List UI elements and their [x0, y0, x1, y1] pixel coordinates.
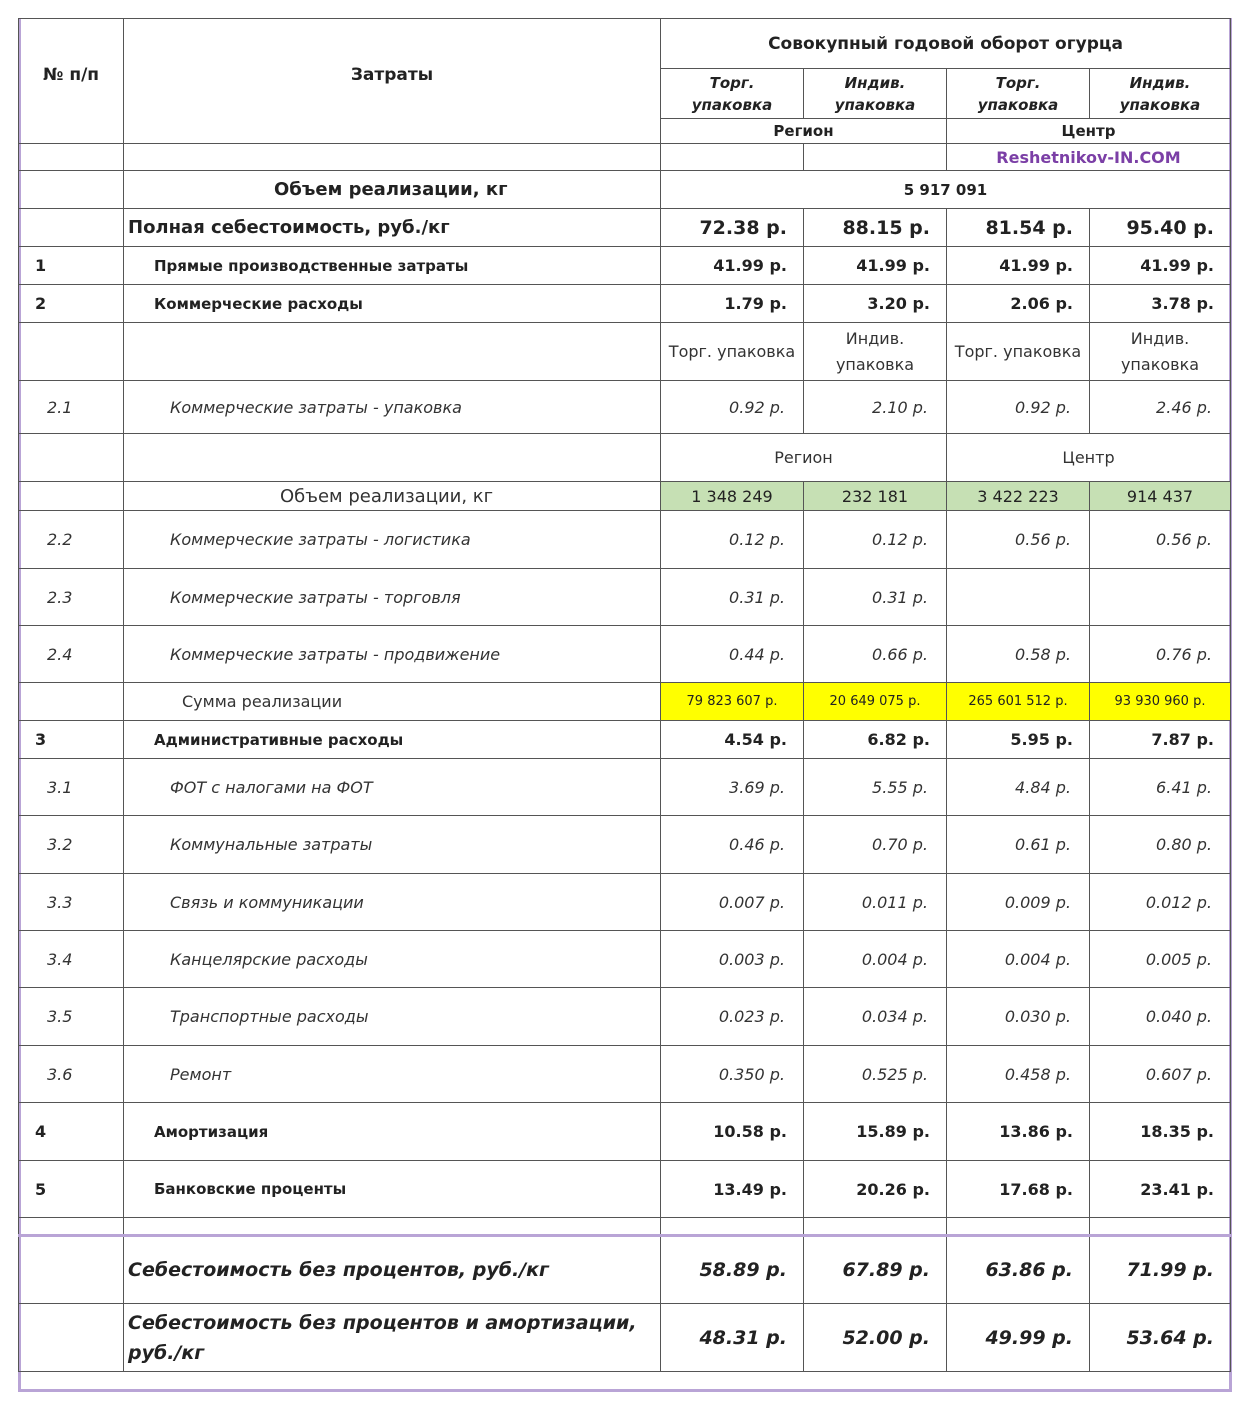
row-number: 3.5 — [19, 988, 124, 1046]
value-cell: 41.99 р. — [1090, 247, 1231, 285]
row-2-3 — [19, 569, 1231, 626]
sales-sum-label: Сумма реализации — [124, 683, 661, 721]
value-cell: 0.92 р. — [947, 381, 1090, 434]
empty-cell — [19, 1304, 124, 1372]
region-header: Регион — [661, 119, 947, 144]
volume-total-row — [19, 171, 1231, 209]
volume-split-row — [19, 482, 1231, 511]
row-3-4 — [19, 931, 1231, 988]
spacer-row — [19, 1218, 1231, 1236]
value-cell: 0.007 р. — [661, 874, 804, 931]
volume-total-value: 5 917 091 — [661, 171, 1231, 209]
value-cell: 0.76 р. — [1090, 626, 1231, 683]
value-cell: 0.350 р. — [661, 1046, 804, 1103]
row-number: 2 — [19, 285, 124, 323]
sales-cell: 93 930 960 р. — [1090, 683, 1231, 721]
row-number: 2.1 — [19, 381, 124, 434]
value-cell: 7.87 р. — [1090, 721, 1231, 759]
value-cell: 6.41 р. — [1090, 759, 1231, 816]
empty-cell — [19, 144, 124, 171]
row-3-6 — [19, 1046, 1231, 1103]
value-cell: 81.54 р. — [947, 209, 1090, 247]
value-cell: 88.15 р. — [804, 209, 947, 247]
empty-cell — [19, 1236, 124, 1304]
value-cell: 0.61 р. — [947, 816, 1090, 874]
value-cell: 53.64 р. — [1090, 1304, 1231, 1372]
row-label: Банковские проценты — [124, 1161, 661, 1218]
row-1 — [19, 247, 1231, 285]
value-cell: 0.58 р. — [947, 626, 1090, 683]
value-cell: 4.54 р. — [661, 721, 804, 759]
empty-cell — [124, 1218, 661, 1236]
row-number: 3.6 — [19, 1046, 124, 1103]
volume-cell: 3 422 223 — [947, 482, 1090, 511]
cost-table — [18, 18, 1231, 1372]
value-cell: 0.009 р. — [947, 874, 1090, 931]
row-3-1 — [19, 759, 1231, 816]
row-label: Административные расходы — [124, 721, 661, 759]
empty-cell — [19, 209, 124, 247]
value-cell: 0.92 р. — [661, 381, 804, 434]
empty-cell — [124, 323, 661, 381]
value-cell: 5.55 р. — [804, 759, 947, 816]
value-cell: 0.31 р. — [804, 569, 947, 626]
row-label: Прямые производственные затраты — [124, 247, 661, 285]
row-label: Коммерческие расходы — [124, 285, 661, 323]
center-label: Центр — [947, 434, 1231, 482]
row-number: 1 — [19, 247, 124, 285]
value-cell: 0.023 р. — [661, 988, 804, 1046]
volume-cell: 232 181 — [804, 482, 947, 511]
value-cell: 0.607 р. — [1090, 1046, 1231, 1103]
value-cell: 0.040 р. — [1090, 988, 1231, 1046]
value-cell: 23.41 р. — [1090, 1161, 1231, 1218]
value-cell: 0.030 р. — [947, 988, 1090, 1046]
empty-cell — [19, 482, 124, 511]
volume-cell: 914 437 — [1090, 482, 1231, 511]
row-label: Амортизация — [124, 1103, 661, 1161]
row-number: 3.4 — [19, 931, 124, 988]
value-cell: 0.011 р. — [804, 874, 947, 931]
subheader-cell: Торг. упаковка — [661, 69, 804, 119]
costs-header: Затраты — [124, 19, 661, 144]
row-2-2 — [19, 511, 1231, 569]
value-cell: 52.00 р. — [804, 1304, 947, 1372]
row-label: Коммерческие затраты - логистика — [124, 511, 661, 569]
value-cell: 0.034 р. — [804, 988, 947, 1046]
empty-cell — [947, 1218, 1090, 1236]
value-cell: 95.40 р. — [1090, 209, 1231, 247]
empty-cell — [661, 144, 804, 171]
total-2-row — [19, 1304, 1231, 1372]
value-cell: 41.99 р. — [661, 247, 804, 285]
value-cell: 0.44 р. — [661, 626, 804, 683]
row-number: 2.2 — [19, 511, 124, 569]
value-cell: 0.70 р. — [804, 816, 947, 874]
watermark-row — [19, 144, 1231, 171]
subheader-cell: Индив. упаковка — [804, 69, 947, 119]
value-cell: 49.99 р. — [947, 1304, 1090, 1372]
value-cell: 58.89 р. — [661, 1236, 804, 1304]
sales-cell: 265 601 512 р. — [947, 683, 1090, 721]
row-number: 2.4 — [19, 626, 124, 683]
value-cell: 0.003 р. — [661, 931, 804, 988]
value-cell: 2.46 р. — [1090, 381, 1231, 434]
empty-cell — [19, 171, 124, 209]
value-cell: 0.12 р. — [804, 511, 947, 569]
empty-cell — [1090, 1218, 1231, 1236]
sales-cell: 79 823 607 р. — [661, 683, 804, 721]
value-cell: 1.79 р. — [661, 285, 804, 323]
row-label: Коммерческие затраты - упаковка — [124, 381, 661, 434]
value-cell: 0.004 р. — [804, 931, 947, 988]
row-label: Связь и коммуникации — [124, 874, 661, 931]
header-row — [19, 19, 1231, 69]
value-cell: 18.35 р. — [1090, 1103, 1231, 1161]
row-3-2 — [19, 816, 1231, 874]
value-cell: 0.66 р. — [804, 626, 947, 683]
value-cell — [1090, 569, 1231, 626]
value-cell: 48.31 р. — [661, 1304, 804, 1372]
empty-cell — [804, 1218, 947, 1236]
value-cell: 0.46 р. — [661, 816, 804, 874]
row-number: 3 — [19, 721, 124, 759]
value-cell: 15.89 р. — [804, 1103, 947, 1161]
value-cell: 67.89 р. — [804, 1236, 947, 1304]
value-cell: 13.86 р. — [947, 1103, 1090, 1161]
row-3-5 — [19, 988, 1231, 1046]
watermark-text: Reshetnikov-IN.COM — [947, 144, 1231, 171]
value-cell: 0.458 р. — [947, 1046, 1090, 1103]
value-cell: 0.004 р. — [947, 931, 1090, 988]
row-5 — [19, 1161, 1231, 1218]
row-label: Транспортные расходы — [124, 988, 661, 1046]
value-cell: 71.99 р. — [1090, 1236, 1231, 1304]
value-cell: 0.005 р. — [1090, 931, 1231, 988]
full-cost-label: Полная себестоимость, руб./кг — [124, 209, 661, 247]
empty-cell — [19, 323, 124, 381]
pack-label: Индив. упаковка — [1090, 323, 1231, 381]
value-cell: 0.31 р. — [661, 569, 804, 626]
value-cell: 17.68 р. — [947, 1161, 1090, 1218]
empty-cell — [124, 434, 661, 482]
value-cell: 63.86 р. — [947, 1236, 1090, 1304]
row-label: ФОТ с налогами на ФОТ — [124, 759, 661, 816]
pack-label: Индив. упаковка — [804, 323, 947, 381]
empty-cell — [661, 1218, 804, 1236]
row-2 — [19, 285, 1231, 323]
row-label: Ремонт — [124, 1046, 661, 1103]
row-number: 3.2 — [19, 816, 124, 874]
value-cell: 0.12 р. — [661, 511, 804, 569]
row-3-3 — [19, 874, 1231, 931]
region-labels-row — [19, 434, 1231, 482]
value-cell: 0.012 р. — [1090, 874, 1231, 931]
value-cell: 4.84 р. — [947, 759, 1090, 816]
value-cell: 3.20 р. — [804, 285, 947, 323]
value-cell: 5.95 р. — [947, 721, 1090, 759]
value-cell — [947, 569, 1090, 626]
row-4 — [19, 1103, 1231, 1161]
value-cell: 2.10 р. — [804, 381, 947, 434]
total-label: Себестоимость без процентов и амортизации, руб./кг — [124, 1304, 661, 1372]
value-cell: 0.525 р. — [804, 1046, 947, 1103]
row-number: 2.3 — [19, 569, 124, 626]
region-label: Регион — [661, 434, 947, 482]
value-cell: 72.38 р. — [661, 209, 804, 247]
value-cell: 20.26 р. — [804, 1161, 947, 1218]
value-cell: 41.99 р. — [804, 247, 947, 285]
row-number: 3.3 — [19, 874, 124, 931]
row-label: Коммунальные затраты — [124, 816, 661, 874]
value-cell: 0.56 р. — [947, 511, 1090, 569]
title-header: Совокупный годовой оборот огурца — [661, 19, 1231, 69]
row-label: Коммерческие затраты - продвижение — [124, 626, 661, 683]
empty-cell — [19, 1218, 124, 1236]
row-number: 4 — [19, 1103, 124, 1161]
value-cell: 10.58 р. — [661, 1103, 804, 1161]
row-3 — [19, 721, 1231, 759]
full-cost-row — [19, 209, 1231, 247]
volume-total-label: Объем реализации, кг — [124, 171, 661, 209]
value-cell: 41.99 р. — [947, 247, 1090, 285]
empty-cell — [124, 144, 661, 171]
subheader-cell: Индив. упаковка — [1090, 69, 1231, 119]
row-label: Канцелярские расходы — [124, 931, 661, 988]
value-cell: 0.80 р. — [1090, 816, 1231, 874]
value-cell: 13.49 р. — [661, 1161, 804, 1218]
total-label: Себестоимость без процентов, руб./кг — [124, 1236, 661, 1304]
row-2-4 — [19, 626, 1231, 683]
value-cell: 2.06 р. — [947, 285, 1090, 323]
row-number: 3.1 — [19, 759, 124, 816]
empty-cell — [19, 683, 124, 721]
num-header: № п/п — [19, 19, 124, 144]
row-label: Коммерческие затраты - торговля — [124, 569, 661, 626]
volume-split-label: Объем реализации, кг — [124, 482, 661, 511]
empty-cell — [804, 144, 947, 171]
sales-cell: 20 649 075 р. — [804, 683, 947, 721]
value-cell: 3.69 р. — [661, 759, 804, 816]
empty-cell — [19, 434, 124, 482]
subheader-cell: Торг. упаковка — [947, 69, 1090, 119]
row-number: 5 — [19, 1161, 124, 1218]
row-2-1 — [19, 381, 1231, 434]
value-cell: 3.78 р. — [1090, 285, 1231, 323]
volume-cell: 1 348 249 — [661, 482, 804, 511]
value-cell: 6.82 р. — [804, 721, 947, 759]
center-header: Центр — [947, 119, 1231, 144]
pack-label: Торг. упаковка — [947, 323, 1090, 381]
sales-sum-row — [19, 683, 1231, 721]
pack-labels-row — [19, 323, 1231, 381]
total-1-row — [19, 1236, 1231, 1304]
value-cell: 0.56 р. — [1090, 511, 1231, 569]
pack-label: Торг. упаковка — [661, 323, 804, 381]
